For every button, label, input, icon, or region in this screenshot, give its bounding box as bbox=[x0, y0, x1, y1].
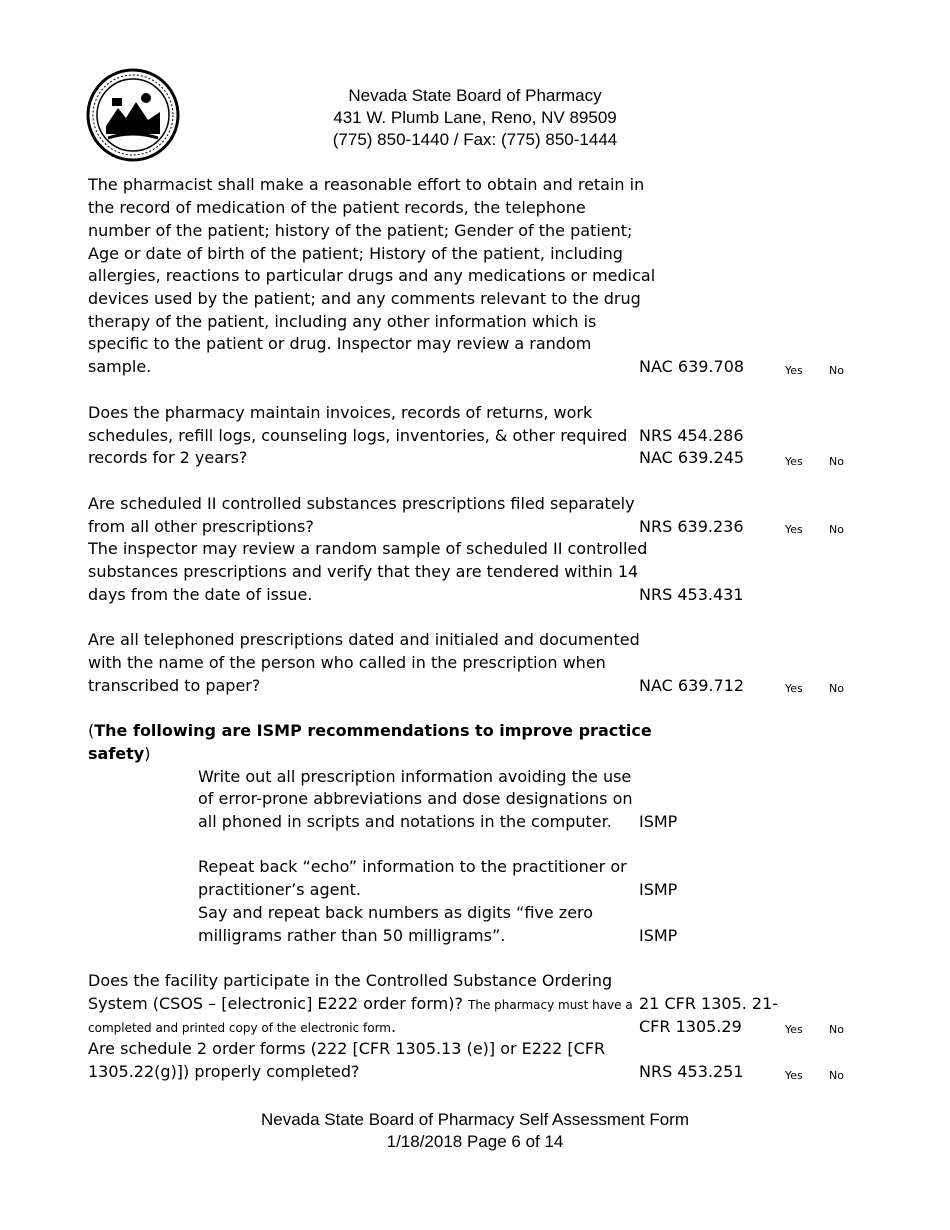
question-text-line: completed and printed copy of the electronic form. bbox=[88, 1017, 397, 1036]
question-text-line: the record of medication of the patient records, the telephone bbox=[88, 198, 586, 217]
question-text-line: Does the facility participate in the Controlled Substance Ordering bbox=[88, 971, 613, 990]
question-text-line: therapy of the patient, including any other information which is bbox=[88, 312, 597, 331]
question-text-line: number of the patient; history of the patient; Gender of the patient; bbox=[88, 221, 633, 240]
question-text-line: with the name of the person who called in the prescription when bbox=[88, 653, 606, 672]
reference-code: ISMP bbox=[639, 926, 678, 945]
yes-option[interactable]: Yes bbox=[785, 455, 803, 468]
ismp-item-line: of error-prone abbreviations and dose designations on bbox=[198, 789, 633, 808]
ismp-item-line: all phoned in scripts and notations in the computer. bbox=[198, 812, 612, 831]
ismp-item-line: Write out all prescription information avoiding the use bbox=[198, 767, 632, 786]
yes-option[interactable]: Yes bbox=[785, 1023, 803, 1036]
footer-title: Nevada State Board of Pharmacy Self Assessment Form bbox=[260, 1110, 690, 1129]
question-text-line: The inspector may review a random sample of scheduled II controlled bbox=[88, 539, 648, 558]
reference-code: NRS 639.236 bbox=[639, 517, 744, 536]
no-option[interactable]: No bbox=[829, 1069, 844, 1082]
reference-code: NAC 639.245 bbox=[639, 448, 745, 467]
header-org: Nevada State Board of Pharmacy bbox=[348, 86, 602, 105]
header-address: 431 W. Plumb Lane, Reno, NV 89509 bbox=[333, 108, 617, 127]
question-text-line: days from the date of issue. bbox=[88, 585, 313, 604]
question-text-line: Are scheduled II controlled substances prescriptions filed separately bbox=[88, 494, 635, 513]
yes-option[interactable]: Yes bbox=[785, 523, 803, 536]
header-phone: (775) 850-1440 / Fax: (775) 850-1444 bbox=[332, 130, 618, 149]
ismp-item-line: milligrams rather than 50 milligrams”. bbox=[198, 926, 506, 945]
ismp-heading-cont: safety) bbox=[88, 744, 151, 763]
yes-option[interactable]: Yes bbox=[785, 364, 803, 377]
reference-code: CFR 1305.29 bbox=[639, 1017, 742, 1036]
no-option[interactable]: No bbox=[829, 455, 844, 468]
question-text-line: Does the pharmacy maintain invoices, records of returns, work bbox=[88, 403, 593, 422]
no-option[interactable]: No bbox=[829, 682, 844, 695]
question-text-line: Age or date of birth of the patient; History of the patient, including bbox=[88, 244, 623, 263]
question-text-line: Are schedule 2 order forms (222 [CFR 1305.13 (e)] or E222 [CFR bbox=[88, 1039, 606, 1058]
no-option[interactable]: No bbox=[829, 523, 844, 536]
question-text-line: from all other prescriptions? bbox=[88, 517, 314, 536]
reference-code: NRS 453.251 bbox=[639, 1062, 744, 1081]
yes-option[interactable]: Yes bbox=[785, 682, 803, 695]
reference-code: NRS 454.286 bbox=[639, 426, 744, 445]
reference-code: NRS 453.431 bbox=[639, 585, 744, 604]
question-text-line: devices used by the patient; and any comments relevant to the drug bbox=[88, 289, 641, 308]
question-text-line: 1305.22(g)]) properly completed? bbox=[88, 1062, 360, 1081]
reference-code: ISMP bbox=[639, 812, 678, 831]
question-text-line: sample. bbox=[88, 357, 152, 376]
footer-page-number: 1/18/2018 Page 6 of 14 bbox=[386, 1132, 564, 1151]
reference-code: ISMP bbox=[639, 880, 678, 899]
no-option[interactable]: No bbox=[829, 1023, 844, 1036]
no-option[interactable]: No bbox=[829, 364, 844, 377]
question-text-line: records for 2 years? bbox=[88, 448, 248, 467]
reference-code: 21 CFR 1305. 21- bbox=[639, 994, 779, 1013]
question-text-line: specific to the patient or drug. Inspector may review a random bbox=[88, 334, 592, 353]
ismp-heading: (The following are ISMP recommendations to improve practice bbox=[88, 721, 652, 740]
question-text-line: transcribed to paper? bbox=[88, 676, 261, 695]
question-text-line: schedules, refill logs, counseling logs, inventories, & other required bbox=[88, 426, 628, 445]
ismp-item-line: Say and repeat back numbers as digits “five zero bbox=[198, 903, 594, 922]
ismp-item-line: practitioner’s agent. bbox=[198, 880, 361, 899]
reference-code: NAC 639.708 bbox=[639, 357, 745, 376]
question-text-line: System (CSOS – [electronic] E222 order form)? The pharmacy must have a bbox=[88, 994, 633, 1013]
question-text-line: allergies, reactions to particular drugs and any medications or medical bbox=[88, 266, 656, 285]
question-text-line: Are all telephoned prescriptions dated and initialed and documented bbox=[88, 630, 640, 649]
yes-option[interactable]: Yes bbox=[785, 1069, 803, 1082]
question-text-line: The pharmacist shall make a reasonable effort to obtain and retain in bbox=[88, 175, 645, 194]
question-text-line: substances prescriptions and verify that they are tendered within 14 bbox=[88, 562, 639, 581]
reference-code: NAC 639.712 bbox=[639, 676, 745, 695]
ismp-item-line: Repeat back “echo” information to the practitioner or bbox=[198, 857, 627, 876]
